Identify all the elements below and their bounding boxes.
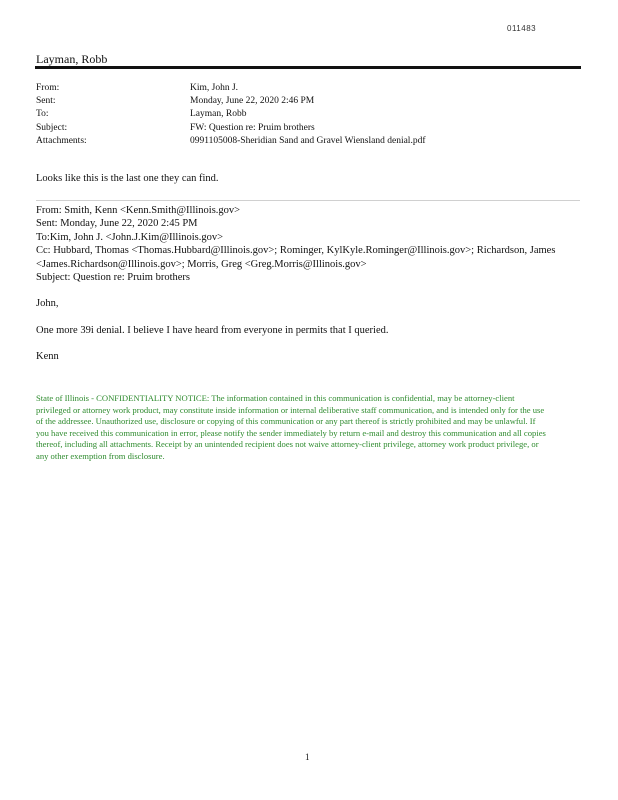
- forwarded-sent: Sent: Monday, June 22, 2020 2:45 PM: [36, 218, 198, 230]
- forwarded-cc-continued: <James.Richardson@Illinois.gov>; Morris, Greg <Greg.Morris@Illinois.gov>: [36, 258, 367, 270]
- header-row-from: [36, 82, 425, 95]
- confidentiality-notice: State of Illinois - CONFIDENTIALITY NOTICE: The information contained in this communication is confidential, may be attorney-client privileged or attorney work product, may constitute inside information or internal deliberative staff communication, and is intended only for the use of the addressee. Unauthorized use, disclosure or copying of this communication or any part thereof is strictly prohibited and may be unlawful. If you have received this communication in error, please notify the sender immediately by return e-mail and destroy this communication and all copies thereof, including all attachments. Receipt by an unintended recipient does not waive attorney-client privilege, attorney work product privilege, or any other exemption from disclosure.: [36, 393, 546, 461]
- subject-value: FW: Question re: Pruim brothers: [190, 122, 315, 133]
- bates-number: 011483: [507, 24, 537, 33]
- forwarded-header: [36, 204, 582, 284]
- sent-label: Sent:: [36, 96, 56, 107]
- attachments-label: Attachments:: [36, 135, 87, 146]
- forwarded-from: From: Smith, Kenn <Kenn.Smith@Illinois.gov>: [36, 205, 241, 216]
- to-label: To:: [36, 109, 49, 120]
- forward-divider: [36, 200, 580, 201]
- header-row-subject: [36, 122, 425, 135]
- message-body: One more 39i denial. I believe I have heard from everyone in permits that I queried.: [36, 325, 389, 336]
- email-header: [36, 82, 425, 148]
- mailbox-owner: Layman, Robb: [36, 52, 108, 66]
- forwarded-to: To:Kim, John J. <John.J.Kim@Illinois.gov>: [36, 231, 224, 243]
- header-row-to: [36, 108, 425, 121]
- from-value: Kim, John J.: [190, 83, 239, 93]
- subject-label: Subject:: [36, 122, 68, 133]
- header-row-sent: [36, 95, 425, 108]
- greeting: John,: [36, 298, 59, 309]
- attachment-filename: 0991105008-Sheridian Sand and Gravel Wiensland denial.pdf: [190, 135, 426, 146]
- to-value: Layman, Robb: [190, 109, 247, 120]
- signature: Kenn: [36, 351, 59, 362]
- top-message: Looks like this is the last one they can find.: [36, 173, 219, 184]
- forwarded-subject: Subject: Question re: Pruim brothers: [36, 272, 190, 284]
- sent-value: Monday, June 22, 2020 2:46 PM: [190, 96, 315, 107]
- header-row-attachments: [36, 135, 425, 148]
- from-label: From:: [36, 83, 60, 93]
- page-number: 1: [305, 752, 310, 762]
- header-divider: [35, 66, 581, 69]
- forwarded-cc: Cc: Hubbard, Thomas <Thomas.Hubbard@Illinois.gov>; Rominger, KylKyle.Rominger@Illinois.gov>; Richardson, James: [36, 245, 556, 257]
